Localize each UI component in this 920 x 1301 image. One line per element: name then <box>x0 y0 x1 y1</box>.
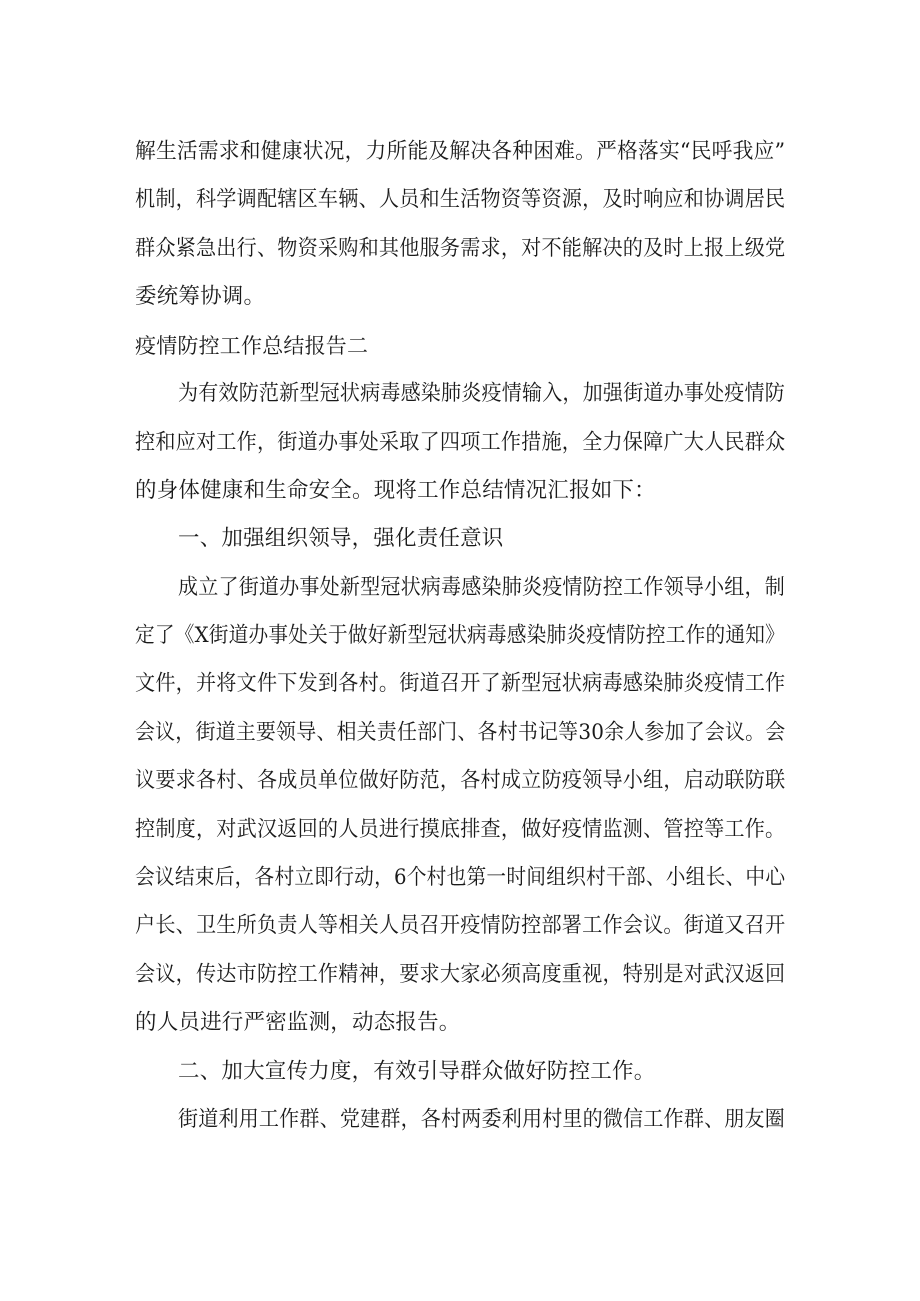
paragraph-first-line: 成立了街道办事处新型冠状病毒感染肺炎疫情防控工作领导小组，制 <box>178 575 786 600</box>
body-text-line: 户长、卫生所负责人等相关人员召开疫情防控部署工作会议。街道又召开 <box>135 913 786 938</box>
body-text-line: 委统筹协调。 <box>135 284 266 309</box>
body-text-line: 控和应对工作，街道办事处采取了四项工作措施，全力保障广大人民群众 <box>135 430 786 455</box>
body-text-line: 会议，街道主要领导、相关责任部门、各村书记等30余人参加了会议。会 <box>135 720 786 745</box>
paragraph-first-line: 为有效防范新型冠状病毒感染肺炎疫情输入，加强街道办事处疫情防 <box>178 381 786 406</box>
body-text-line: 会议，传达市防控工作精神，要求大家必须高度重视，特别是对武汉返回 <box>135 962 786 987</box>
body-text-line: 定了《X街道办事处关于做好新型冠状病毒感染肺炎疫情防控工作的通知》 <box>135 623 785 648</box>
body-text-line: 的身体健康和生命安全。现将工作总结情况汇报如下： <box>135 478 656 503</box>
body-text-line: 控制度，对武汉返回的人员进行摸底排查，做好疫情监测、管控等工作。 <box>135 817 786 842</box>
paragraph-first-line: 街道利用工作群、党建群，各村两委利用村里的微信工作群、朋友圈 <box>178 1107 786 1132</box>
body-text-line: 议要求各村、各成员单位做好防范，各村成立防疫领导小组，启动联防联 <box>135 768 786 793</box>
body-text-line: 机制，科学调配辖区车辆、人员和生活物资等资源，及时响应和协调居民 <box>135 187 786 212</box>
body-text-line: 群众紧急出行、物资采购和其他服务需求，对不能解决的及时上报上级党 <box>135 236 786 261</box>
body-text-line: 会议结束后，各村立即行动，6个村也第一时间组织村干部、小组长、中心 <box>135 865 786 890</box>
subheading: 二、加大宣传力度，有效引导群众做好防控工作。 <box>178 1059 656 1084</box>
section-title: 疫情防控工作总结报告二 <box>135 334 369 358</box>
body-text-line: 解生活需求和健康状况，力所能及解决各种困难。严格落实“民呼我应” <box>135 139 786 164</box>
body-text-line: 文件，并将文件下发到各村。街道召开了新型冠状病毒感染肺炎疫情工作 <box>135 671 786 696</box>
body-text-line: 的人员进行严密监测，动态报告。 <box>135 1010 461 1035</box>
subheading: 一、加强组织领导，强化责任意识 <box>178 526 504 551</box>
